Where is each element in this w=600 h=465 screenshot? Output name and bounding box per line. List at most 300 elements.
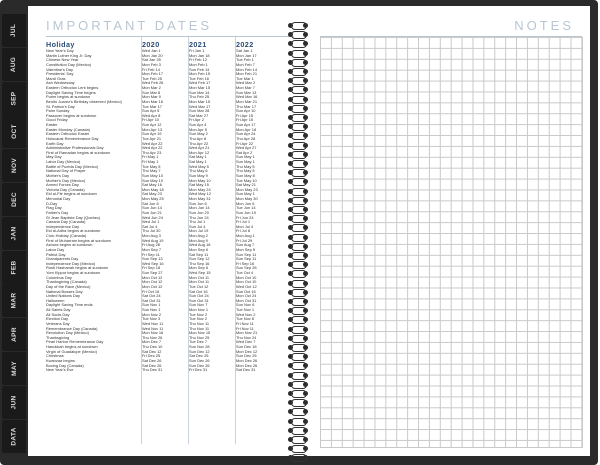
holiday-name-cell: Mardi Gras <box>46 76 66 81</box>
month-tab-label: AUG <box>10 56 18 72</box>
binding-ring <box>284 188 310 196</box>
date-cell: Tue Dec 7 <box>189 340 208 345</box>
month-tab-label: MAY <box>10 361 18 376</box>
holiday-name-cell: Veterans Day <box>46 321 70 326</box>
date-cell: Sun Nov 1 <box>142 308 161 312</box>
date-cell: Mon Feb 15 <box>189 72 211 77</box>
binding-ring <box>284 454 310 462</box>
date-cell: Thu Feb 25 <box>189 95 210 100</box>
month-tab-sep[interactable] <box>2 82 26 115</box>
binding-ring <box>284 40 310 48</box>
month-tab-label: DEC <box>10 192 18 207</box>
date-cell: Tue Nov 3 <box>142 317 161 322</box>
holiday-name-cell: Earth Day <box>46 141 64 146</box>
binding-ring <box>284 436 310 444</box>
date-cell: Mon Dec 26 <box>236 363 258 368</box>
date-cell: Sun Mar 8 <box>142 90 161 95</box>
date-cell: Sun Mar 14 <box>189 90 210 95</box>
date-cell: Mon Nov 1 <box>189 308 209 312</box>
holiday-name-cell: Constitution Day (Mexico) <box>46 62 92 67</box>
holiday-name-cell: National Day of Prayer <box>46 169 86 174</box>
month-tab-data[interactable] <box>2 420 26 453</box>
date-cell: Tue Oct 12 <box>189 284 209 289</box>
date-cell: Sun Apr 4 <box>189 123 207 127</box>
binding-ring <box>284 298 310 306</box>
date-cell: Fri Nov 11 <box>236 321 254 326</box>
date-cell: Mon Feb 3 <box>142 62 161 67</box>
date-cell: Mon Nov 16 <box>142 331 164 336</box>
date-cell: Mon Apr 5 <box>189 127 207 132</box>
date-cell: Sun Oct 31 <box>189 298 209 303</box>
date-cell: Sat May 23 <box>142 192 162 197</box>
date-cell: Sat Dec 26 <box>142 358 162 363</box>
date-cell: Fri Apr 15 <box>236 113 254 118</box>
date-cell: Mon Oct 11 <box>189 275 210 280</box>
date-cell: Thu Sep 16 <box>189 261 210 266</box>
date-cell: Sun Apr 5 <box>142 109 160 114</box>
month-tab-label: JAN <box>10 226 18 241</box>
date-cell: Wed Feb 17 <box>189 81 211 86</box>
date-cell: Sun Sep 12 <box>189 257 210 262</box>
date-cell: Mon Jan 18 <box>189 53 210 58</box>
date-cell: Sat Mar 27 <box>189 113 209 118</box>
holiday-name-cell: Halloween <box>46 298 65 303</box>
month-tab-jan[interactable] <box>2 217 26 250</box>
date-cell: Wed Mar 2 <box>236 81 256 86</box>
holiday-name-cell: Independence Day (Mexico) <box>46 261 96 266</box>
date-cell: Fri Feb 12 <box>189 58 207 63</box>
date-cell: Wed Dec 7 <box>236 340 256 345</box>
holiday-name-cell: Mother's Day <box>46 173 70 178</box>
notes-title: NOTES <box>514 18 574 33</box>
binding-ring <box>284 362 310 370</box>
binding-ring <box>284 142 310 150</box>
date-cell: Sun Jun 6 <box>189 201 207 206</box>
date-cell: Fri Nov 11 <box>236 326 254 331</box>
date-cell: Mon Mar 7 <box>236 86 255 90</box>
date-cell: Wed May 5 <box>189 164 209 169</box>
binding-ring <box>284 151 310 159</box>
date-cell: Thu Jul 1 <box>189 220 206 225</box>
date-cell: Fri Apr 2 <box>189 118 204 123</box>
date-cell: Tue Jun 14 <box>236 206 256 211</box>
date-cell: Wed Oct 12 <box>236 284 257 289</box>
holiday-name-cell: St Jean Baptiste Day (Quebec) <box>46 215 101 220</box>
binding-ring <box>284 224 310 232</box>
date-cell: Mon Sep 6 <box>189 247 209 252</box>
month-tab-label: DATA <box>10 426 18 446</box>
month-tab-feb[interactable] <box>2 251 26 284</box>
date-cell: Mon Feb 21 <box>236 72 258 77</box>
date-cell: Fri Jan 1 <box>189 49 205 53</box>
binding-ring <box>284 326 310 334</box>
date-cell: Mon Nov 15 <box>189 331 211 336</box>
date-cell: Mon May 25 <box>142 197 164 201</box>
holiday-name-cell: Labor Day (Mexico) <box>46 160 81 164</box>
date-cell: Thu Nov 25 <box>189 335 210 340</box>
date-cell: Fri Feb 14 <box>142 67 160 72</box>
holiday-name-cell: Rosh Hashanah begins at sundown <box>46 266 109 271</box>
date-cell: Wed Aug 18 <box>189 243 211 248</box>
date-cell: Sat May 1 <box>189 160 207 164</box>
holiday-column-header: Holiday <box>46 39 75 49</box>
binding-ring <box>284 22 310 30</box>
month-tabs <box>0 14 28 454</box>
binding-ring <box>284 96 310 104</box>
date-cell: Fri Sep 16 <box>236 261 255 266</box>
date-cell: Thu Nov 24 <box>236 335 257 340</box>
date-cell: Mon Feb 14 <box>236 67 258 72</box>
date-cell: Mon Sep 5 <box>236 247 256 252</box>
date-cell: Mon Apr 12 <box>189 150 210 155</box>
month-tab-label: APR <box>10 327 18 342</box>
binding-ring <box>284 427 310 435</box>
year-column-header: 2021 <box>189 39 207 49</box>
holiday-name-cell: Eastern Orthodox Lent begins <box>46 86 99 90</box>
month-tab-may[interactable] <box>2 352 26 385</box>
date-cell: Mon Oct 12 <box>142 275 163 280</box>
holiday-name-cell: Easter <box>46 123 58 127</box>
date-cell: Sun Nov 6 <box>236 303 255 308</box>
holiday-name-cell: Revolution Day (Mexico) <box>46 331 89 336</box>
binding-ring <box>284 399 310 407</box>
date-cell: Thu Nov 11 <box>189 326 210 331</box>
date-cell: Wed Apr 8 <box>142 113 161 118</box>
binding-ring <box>284 270 310 278</box>
month-tab-aug[interactable] <box>2 48 26 81</box>
date-cell: Wed Nov 11 <box>142 321 164 326</box>
date-cell: Mon Mar 21 <box>236 99 258 104</box>
holiday-name-cell: National Bosses Day <box>46 289 83 294</box>
month-tab-jul[interactable] <box>2 14 26 47</box>
date-cell: Sun Oct 24 <box>189 294 209 299</box>
binding-ring <box>284 381 310 389</box>
date-cell: Wed May 12 <box>189 192 212 197</box>
holiday-name-cell: Flag Day <box>46 206 62 211</box>
important-dates-table <box>46 39 283 373</box>
month-tab-mar[interactable] <box>2 284 26 317</box>
month-tab-label: JUL <box>10 23 18 38</box>
month-tab-oct[interactable] <box>2 115 26 148</box>
binding-ring <box>284 372 310 380</box>
date-cell: Mon May 31 <box>189 197 211 201</box>
date-cell: Sat Dec 25 <box>189 354 209 359</box>
binding-ring <box>284 50 310 58</box>
date-cell: Sun Dec 18 <box>236 345 257 349</box>
holiday-name-cell: Day of the Race (Mexico) <box>46 284 91 289</box>
date-cell: Mon Oct 10 <box>236 280 257 285</box>
date-cell: Fri Sep 18 <box>142 266 161 271</box>
holiday-name-cell: Thanksgiving (Canada) <box>46 280 87 285</box>
date-cell: Sun Apr 12 <box>142 123 162 127</box>
holiday-name-cell: Daylight Saving Time ends <box>46 303 93 308</box>
holiday-name-cell: Thanksgiving <box>46 335 70 340</box>
date-cell: Thu Jul 30 <box>142 229 161 234</box>
date-cell: Thu May 6 <box>189 169 208 174</box>
date-cell: Sun Sep 11 <box>236 257 257 262</box>
date-cell: Sun Apr 19 <box>142 132 162 137</box>
date-cell: Wed Sep 16 <box>142 261 164 266</box>
notes-page <box>308 6 590 456</box>
binding-ring <box>284 280 310 288</box>
date-cell: Mon Apr 13 <box>142 127 163 132</box>
date-cell: Sun Apr 10 <box>236 109 256 114</box>
holiday-name-cell: Passover begins at sundown <box>46 113 97 118</box>
holiday-name-cell: First of Muharram begins at sundown <box>46 238 111 243</box>
holiday-name-cell: Mother's Day (Mexico) <box>46 178 86 183</box>
title-divider <box>46 36 296 37</box>
date-cell: Sat Dec 26 <box>142 363 162 368</box>
holiday-name-cell: Yom Kippur begins at sundown <box>46 271 101 275</box>
binding-ring <box>284 206 310 214</box>
holiday-name-cell: Election Day <box>46 317 69 322</box>
holiday-name-cell: Patriot Day <box>46 252 66 257</box>
date-cell: Mon Nov 2 <box>142 312 162 317</box>
date-cell: Sun Nov 28 <box>189 345 210 349</box>
date-cell: Sun Dec 25 <box>236 354 257 359</box>
date-cell: Sun Mar 28 <box>189 109 210 114</box>
holiday-name-cell: St. Patrick's Day <box>46 104 75 109</box>
date-cell: Sun Aug 7 <box>236 243 255 248</box>
date-cell: Wed Sep 15 <box>189 271 211 275</box>
binding-ring <box>284 243 310 251</box>
date-cell: Tue Feb 1 <box>236 58 254 63</box>
binding-ring <box>284 445 310 453</box>
binding-ring <box>284 335 310 343</box>
month-tab-label: MAR <box>10 293 18 309</box>
date-cell: Sun May 8 <box>236 173 255 178</box>
date-cell: Mon May 23 <box>236 187 258 192</box>
holiday-name-cell: Remembrance Day (Canada) <box>46 326 98 331</box>
month-tab-label: FEB <box>10 260 18 275</box>
holiday-name-cell: Kwanzaa begins <box>46 358 75 363</box>
month-tab-dec[interactable] <box>2 183 26 216</box>
date-cell: Wed Apr 27 <box>236 146 257 151</box>
date-cell: Sat Oct 16 <box>189 289 208 294</box>
date-cell: Mon Feb 17 <box>142 72 164 77</box>
holiday-name-cell: Labor Day <box>46 247 65 252</box>
date-cell: Mon Mar 15 <box>189 86 211 90</box>
holiday-name-cell: Christmas <box>46 354 64 359</box>
date-cell: Fri May 1 <box>142 155 159 160</box>
date-cell: Sat May 15 <box>189 183 209 188</box>
binding-ring <box>284 197 310 205</box>
holiday-name-cell: Martin Luther King Jr. Day <box>46 53 92 58</box>
binding-ring <box>284 261 310 269</box>
holiday-name-cell: Eid al-Fitr begins at sundown <box>46 192 97 197</box>
date-cell: Sun Jun 14 <box>142 206 162 211</box>
date-cell: Tue Nov 2 <box>189 312 208 317</box>
date-cell: Mon Dec 26 <box>236 358 258 363</box>
binding-ring <box>284 353 310 361</box>
holiday-name-cell: Grandparents Day <box>46 257 79 262</box>
holiday-name-cell: Valentine's Day <box>46 67 73 72</box>
holiday-name-cell: United Nations Day <box>46 294 80 299</box>
date-cell: Mon Jan 17 <box>236 53 257 58</box>
holiday-name-cell: Civic Holiday (Canada) <box>46 234 87 238</box>
holiday-name-cell: Virgin of Guadalupe (Mexico) <box>46 349 97 354</box>
holiday-name-cell: Benito Juarez's Birthday observed (Mexico) <box>46 99 122 104</box>
holiday-name-cell: Good Friday <box>46 118 68 123</box>
date-cell: Sun Dec 26 <box>189 363 210 368</box>
date-cell: Fri Jul 29 <box>236 238 253 243</box>
date-cell: Thu Dec 10 <box>142 345 163 349</box>
date-cell: Sun Jun 20 <box>189 210 209 215</box>
date-cell: Mon Sep 7 <box>142 247 162 252</box>
date-cell: Thu Jun 24 <box>189 215 209 220</box>
date-cell: Mon Mar 15 <box>189 99 211 104</box>
month-tab-label: NOV <box>10 158 18 174</box>
date-cell: Wed Aug 19 <box>142 238 164 243</box>
date-cell: Mon May 24 <box>189 187 211 192</box>
holiday-name-cell: Hanukkah begins at sundown <box>46 345 98 349</box>
date-cell: Mon May 10 <box>189 178 211 183</box>
holiday-name-cell: Father's Day <box>46 210 69 215</box>
month-tab-jun[interactable] <box>2 386 26 419</box>
date-cell: Mon Jan 20 <box>142 53 163 58</box>
binding-ring <box>284 252 310 260</box>
date-cell: Wed Mar 17 <box>189 104 211 109</box>
date-cell: Sun Jul 4 <box>189 224 206 229</box>
date-cell: Fri Aug 28 <box>142 243 160 248</box>
holiday-name-cell: Eastern Orthodox Easter <box>46 132 90 137</box>
date-cell: Wed Jun 24 <box>142 215 163 220</box>
date-cell: Mon Jun 6 <box>236 201 255 206</box>
holiday-name-cell: Administrative Professionals Day <box>46 146 104 151</box>
date-cell: Sat Dec 31 <box>236 368 256 373</box>
binding-ring <box>284 123 310 131</box>
holiday-name-cell: Chinese New Year <box>46 58 79 63</box>
date-cell: Sun May 1 <box>236 192 255 197</box>
date-cell: Sat Oct 24 <box>142 294 161 299</box>
date-cell: Sun May 1 <box>236 155 255 160</box>
date-cell: Tue Feb 16 <box>189 76 209 81</box>
binding-ring <box>284 418 310 426</box>
date-cell: Mon Oct 31 <box>236 298 257 303</box>
date-cell: Mon Oct 12 <box>142 284 163 289</box>
date-cell: Wed Feb 26 <box>142 81 164 86</box>
date-cell: Sun May 10 <box>142 178 164 183</box>
holiday-name-cell: Victoria Day (Canada) <box>46 187 85 192</box>
date-cell: Sun Dec 26 <box>189 358 210 363</box>
date-cell: Mon Aug 1 <box>236 234 255 238</box>
dates-table-body <box>46 49 283 373</box>
holiday-name-cell: Daylight Saving Time begins <box>46 90 96 95</box>
date-cell: Thu Apr 23 <box>142 150 162 155</box>
date-cell: Sun Apr 17 <box>236 123 256 127</box>
date-cell: Thu Dec 31 <box>142 368 163 373</box>
holiday-name-cell: All Souls Day <box>46 312 70 317</box>
date-cell: Sun Apr 24 <box>236 132 256 137</box>
date-cell: Sun Jun 21 <box>142 210 162 215</box>
date-cell: Mon Jun 14 <box>189 206 210 211</box>
binding-ring <box>284 169 310 177</box>
holiday-name-cell: Memorial Day <box>46 197 71 201</box>
date-cell: Sat Oct 31 <box>142 298 161 303</box>
date-cell: Sun Nov 7 <box>189 303 208 308</box>
binding-ring <box>284 344 310 352</box>
holiday-name-cell: Holocaust Remembrance Day <box>46 136 99 141</box>
holiday-name-cell: Ash Wednesday <box>46 81 75 86</box>
binding-ring <box>284 132 310 140</box>
month-tab-label: SEP <box>10 91 18 106</box>
date-cell: Mon Aug 2 <box>189 234 208 238</box>
date-cell: Mon Oct 24 <box>236 294 257 299</box>
date-cell: Sat May 21 <box>236 183 256 188</box>
date-cell: Sat Jul 4 <box>142 224 158 229</box>
date-cell: Sun May 10 <box>142 173 164 178</box>
holiday-name-cell: Independence Day <box>46 224 80 229</box>
binding-ring <box>284 114 310 122</box>
date-cell: Wed Nov 2 <box>236 312 256 317</box>
holiday-name-cell: All Saints Day <box>46 308 71 312</box>
table-header-row <box>46 39 283 49</box>
date-cell: Wed Jan 1 <box>142 49 161 53</box>
date-cell: Fri Apr 10 <box>142 118 160 123</box>
binding-ring <box>284 77 310 85</box>
date-cell: Wed Nov 11 <box>142 326 164 331</box>
date-cell: Mon Sep 6 <box>189 266 209 271</box>
date-cell: Mon Jul 19 <box>189 229 209 234</box>
holiday-name-cell: Pearl Harbor Remembrance Day <box>46 340 104 345</box>
date-cell: Mon May 18 <box>142 187 164 192</box>
date-cell: Sun Feb 14 <box>189 67 210 72</box>
holiday-name-cell: First of Ramadan begins at sundown <box>46 150 111 155</box>
month-tab-nov[interactable] <box>2 149 26 182</box>
binding-ring <box>284 289 310 297</box>
holiday-name-cell: D-Day <box>46 201 58 206</box>
date-cell: Mon Feb 7 <box>236 62 255 67</box>
date-cell: Fri Jul 8 <box>236 229 251 234</box>
date-cell: Tue Feb 25 <box>142 76 162 81</box>
date-cell: Wed Jul 1 <box>142 220 160 225</box>
binding-ring <box>284 68 310 76</box>
date-cell: Fri Apr 15 <box>236 118 254 123</box>
important-dates-title: IMPORTANT DATES <box>46 18 213 33</box>
holiday-name-cell: Easter Monday (Canada) <box>46 127 90 132</box>
date-cell: Thu May 5 <box>236 164 255 169</box>
date-cell: Mon Mar 9 <box>142 95 161 100</box>
month-tab-label: JUN <box>10 395 18 410</box>
date-cell: Wed Apr 22 <box>142 141 163 146</box>
date-cell: Sun Sep 27 <box>142 271 163 275</box>
date-cell: Sat Jan 25 <box>142 58 161 63</box>
date-cell: Thu Nov 11 <box>189 321 210 326</box>
table-row <box>46 368 283 373</box>
date-cell: Tue Mar 1 <box>236 76 254 81</box>
date-cell: Tue Mar 17 <box>142 104 162 109</box>
binding-ring <box>284 59 310 67</box>
month-tab-label: OCT <box>10 124 18 140</box>
date-cell: Sun May 2 <box>189 132 208 137</box>
date-cell: Thu Nov 26 <box>142 335 163 340</box>
date-cell: Sat Dec 12 <box>142 349 162 354</box>
month-tab-apr[interactable] <box>2 318 26 351</box>
date-cell: Sat May 16 <box>142 183 162 188</box>
date-cell: Fri Jun 24 <box>236 215 254 220</box>
holiday-name-cell: May Day <box>46 155 62 160</box>
date-cell: Thu Apr 22 <box>189 141 209 146</box>
holiday-name-cell: Columbus Day <box>46 275 72 280</box>
date-cell: Fri Dec 31 <box>189 368 208 373</box>
date-cell: Fri May 1 <box>142 160 159 164</box>
binding-ring <box>284 390 310 398</box>
date-cell: Tue Nov 2 <box>189 317 208 322</box>
year-column-header: 2020 <box>142 39 160 49</box>
date-cell: Thu Mar 17 <box>236 104 257 109</box>
date-cell: Sat Jun 6 <box>142 201 159 206</box>
date-cell: Sun Sep 13 <box>142 257 163 262</box>
